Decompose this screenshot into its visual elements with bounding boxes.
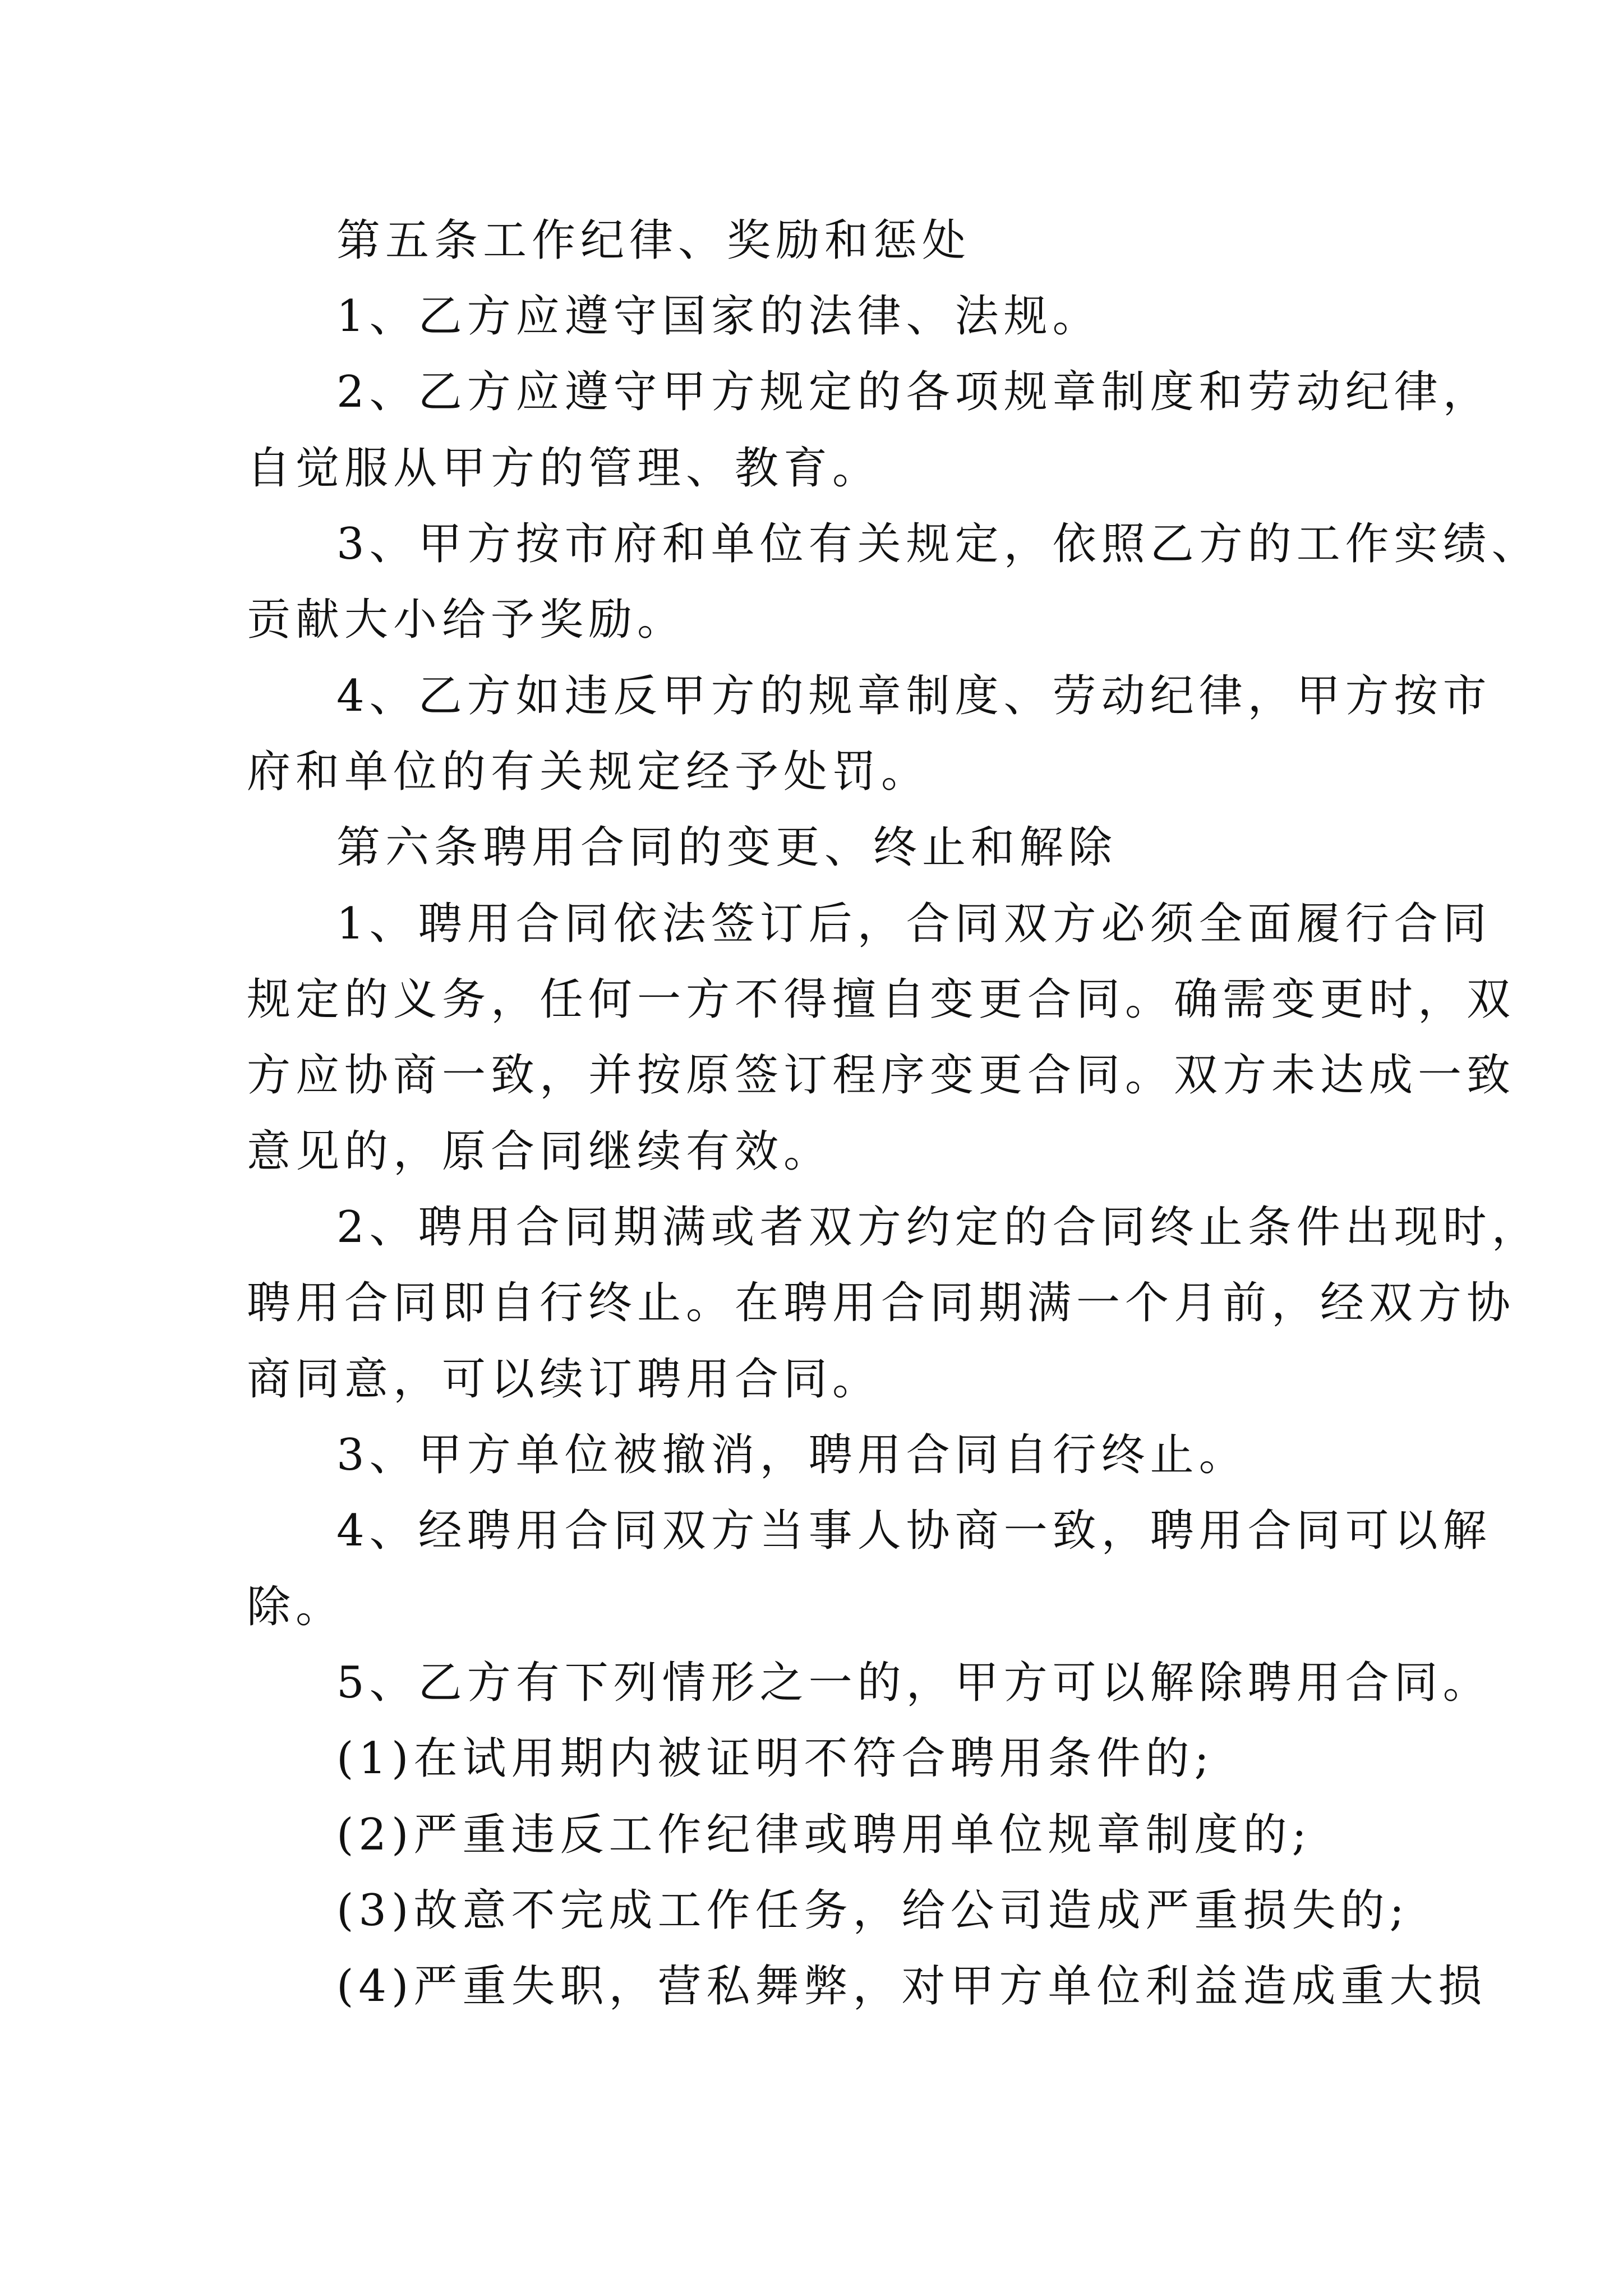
article-6-clause-1: 1、聘用合同依法签订后，合同双方必须全面履行合同 bbox=[336, 899, 1492, 949]
article-6-clause-2-cont: 商同意，可以续订聘用合同。 bbox=[247, 1354, 882, 1405]
article-5-clause-4: 4、乙方如违反甲方的规章制度、劳动纪律，甲方按市 bbox=[336, 671, 1492, 721]
article-6-clause-2: 2、聘用合同期满或者双方约定的合同终止条件出现时， bbox=[336, 1202, 1541, 1253]
article-6-clause-3: 3、甲方单位被撤消，聘用合同自行终止。 bbox=[336, 1430, 1248, 1480]
article-6-clause-4-cont: 除。 bbox=[247, 1582, 345, 1632]
article-6-heading: 第六条聘用合同的变更、终止和解除 bbox=[336, 822, 1118, 873]
clause-5-item-2: (2)严重违反工作纪律或聘用单位规章制度的; bbox=[336, 1810, 1312, 1860]
article-6-clause-1-cont: 规定的义务，任何一方不得擅自变更合同。确需变更时，双 bbox=[247, 974, 1516, 1025]
article-5-clause-4-cont: 府和单位的有关规定经予处罚。 bbox=[247, 747, 930, 797]
article-6-clause-5: 5、乙方有下列情形之一的，甲方可以解除聘用合同。 bbox=[336, 1658, 1492, 1708]
article-6-clause-1-cont: 方应协商一致，并按原签订程序变更合同。双方未达成一致 bbox=[247, 1050, 1516, 1101]
article-5-clause-1: 1、乙方应遵守国家的法律、法规。 bbox=[336, 291, 1101, 342]
clause-5-item-1: (1)在试用期内被证明不符合聘用条件的; bbox=[336, 1733, 1214, 1784]
article-5-clause-3-cont: 贡献大小给予奖励。 bbox=[247, 595, 686, 645]
article-5-clause-2-cont: 自觉服从甲方的管理、教育。 bbox=[247, 443, 882, 494]
article-5-heading: 第五条工作纪律、奖励和惩处 bbox=[336, 215, 971, 266]
article-5-clause-3: 3、甲方按市府和单位有关规定，依照乙方的工作实绩、 bbox=[336, 519, 1541, 569]
article-5-clause-2: 2、乙方应遵守甲方规定的各项规章制度和劳动纪律， bbox=[336, 367, 1492, 417]
article-6-clause-4: 4、经聘用合同双方当事人协商一致，聘用合同可以解 bbox=[336, 1506, 1492, 1556]
article-6-clause-1-cont: 意见的，原合同继续有效。 bbox=[247, 1126, 833, 1177]
article-6-clause-2-cont: 聘用合同即自行终止。在聘用合同期满一个月前，经双方协 bbox=[247, 1278, 1516, 1328]
clause-5-item-4: (4)严重失职，营私舞弊，对甲方单位利益造成重大损 bbox=[336, 1961, 1487, 2012]
clause-5-item-3: (3)故意不完成工作任务，给公司造成严重损失的; bbox=[336, 1885, 1409, 1936]
